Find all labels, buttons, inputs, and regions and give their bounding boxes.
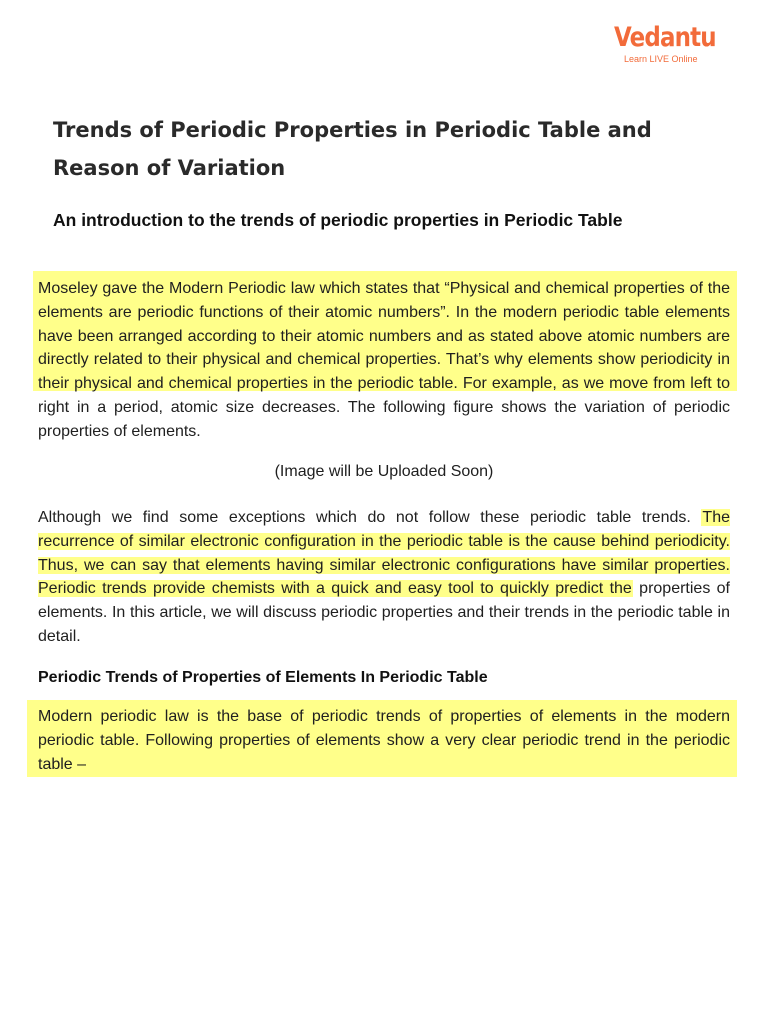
- exceptions-highlighted-text: The recurrence of similar electronic configuration in the periodic table is the cause behind periodicity. Thus, we can say that elements having similar electronic configurations have similar properties. Periodic trends provide chemists with a quick and easy tool to quickly predict the: [38, 509, 730, 598]
- page-subtitle: An introduction to the trends of periodic properties in Periodic Table: [53, 210, 623, 230]
- exceptions-plain-start: Although we find some exceptions which do not follow these periodic table trends.: [38, 509, 702, 526]
- intro-paragraph: [38, 277, 730, 444]
- exceptions-plain-end: properties of elements. In this article, we will discuss periodic properties and their trends in the periodic table in detail.: [38, 580, 731, 645]
- intro-plain-text: The following figure shows the variation of periodic properties of elements.: [38, 398, 730, 440]
- page-title: Trends of Periodic Properties in Periodic Table and Reason of Variation: [53, 118, 652, 180]
- logo-wordmark: Vedantu: [614, 22, 716, 53]
- image-placeholder-note: (Image will be Uploaded Soon): [274, 463, 494, 480]
- law-paragraph: Modern periodic law is the base of periodic trends of properties of elements in the modern periodic table. Following properties of elements show a very clear periodic trend in the periodic table –: [38, 708, 730, 773]
- section-heading: Periodic Trends of Properties of Elements In Periodic Table: [38, 669, 488, 686]
- logo-tagline: Learn LIVE Online: [624, 54, 698, 64]
- exceptions-paragraph: [38, 506, 730, 649]
- vedantu-logo: [614, 22, 714, 64]
- intro-highlighted-text: Moseley gave the Modern Periodic law which states that “Physical and chemical properties of the elements are periodic functions of their atomic numbers”. In the modern periodic table elements have been arranged according to their atomic numbers and as stated above atomic numbers are directly related to their physical and chemical properties. That’s why elements show periodicity in their physical and chemical properties in the periodic table. For example, as we move from left to right in a period, atomic size decreases.: [38, 280, 730, 416]
